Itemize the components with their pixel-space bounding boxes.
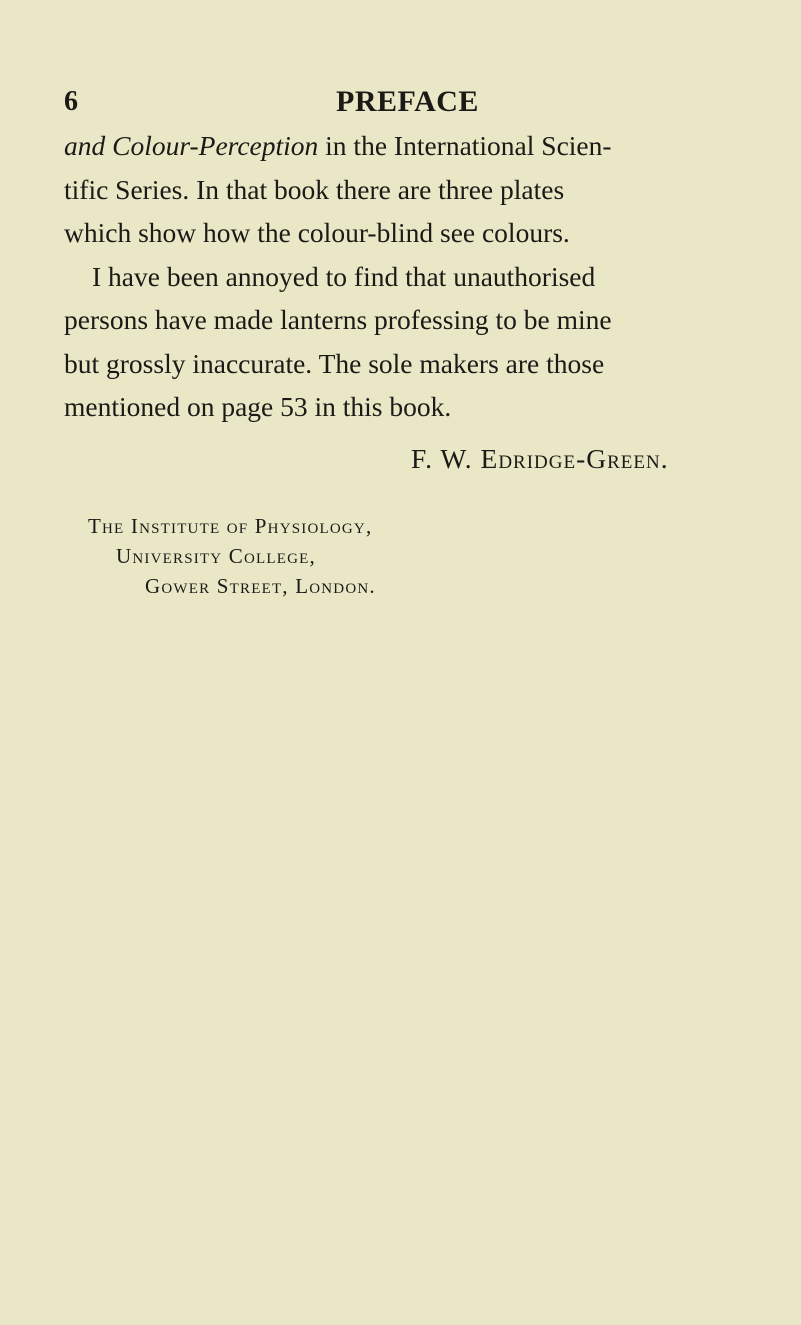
address-line-1: The Institute of Physiology, [88, 514, 373, 538]
paragraph-1-line-1-rest: in the International Scien- [318, 130, 612, 161]
paragraph-2-line-4: mentioned on page 53 in this book. [64, 391, 452, 422]
running-head [64, 84, 734, 120]
page-number: 6 [64, 86, 78, 117]
address-line-3: Gower Street, London. [145, 574, 376, 598]
author-address [88, 511, 376, 601]
paragraph-1-line-2: tific Series. In that book there are three plates [64, 173, 565, 205]
paragraph-2-line-3: but grossly inaccurate. The sole makers are those [64, 347, 605, 379]
body-text [64, 124, 744, 429]
address-line-2: University College, [116, 544, 316, 568]
italic-title: and Colour-Perception [64, 130, 319, 161]
author-signature: F. W. Edridge-Green. [411, 443, 669, 474]
paragraph-1-line-1 [64, 124, 744, 168]
running-title: PREFACE [336, 85, 479, 118]
paragraph-2-line-1: I have been annoyed to find that unauthorised [92, 260, 596, 292]
paragraph-2-line-2: persons have made lanterns professing to be mine [64, 304, 612, 335]
paragraph-1-line-3: which show how the colour-blind see colours. [64, 217, 570, 248]
